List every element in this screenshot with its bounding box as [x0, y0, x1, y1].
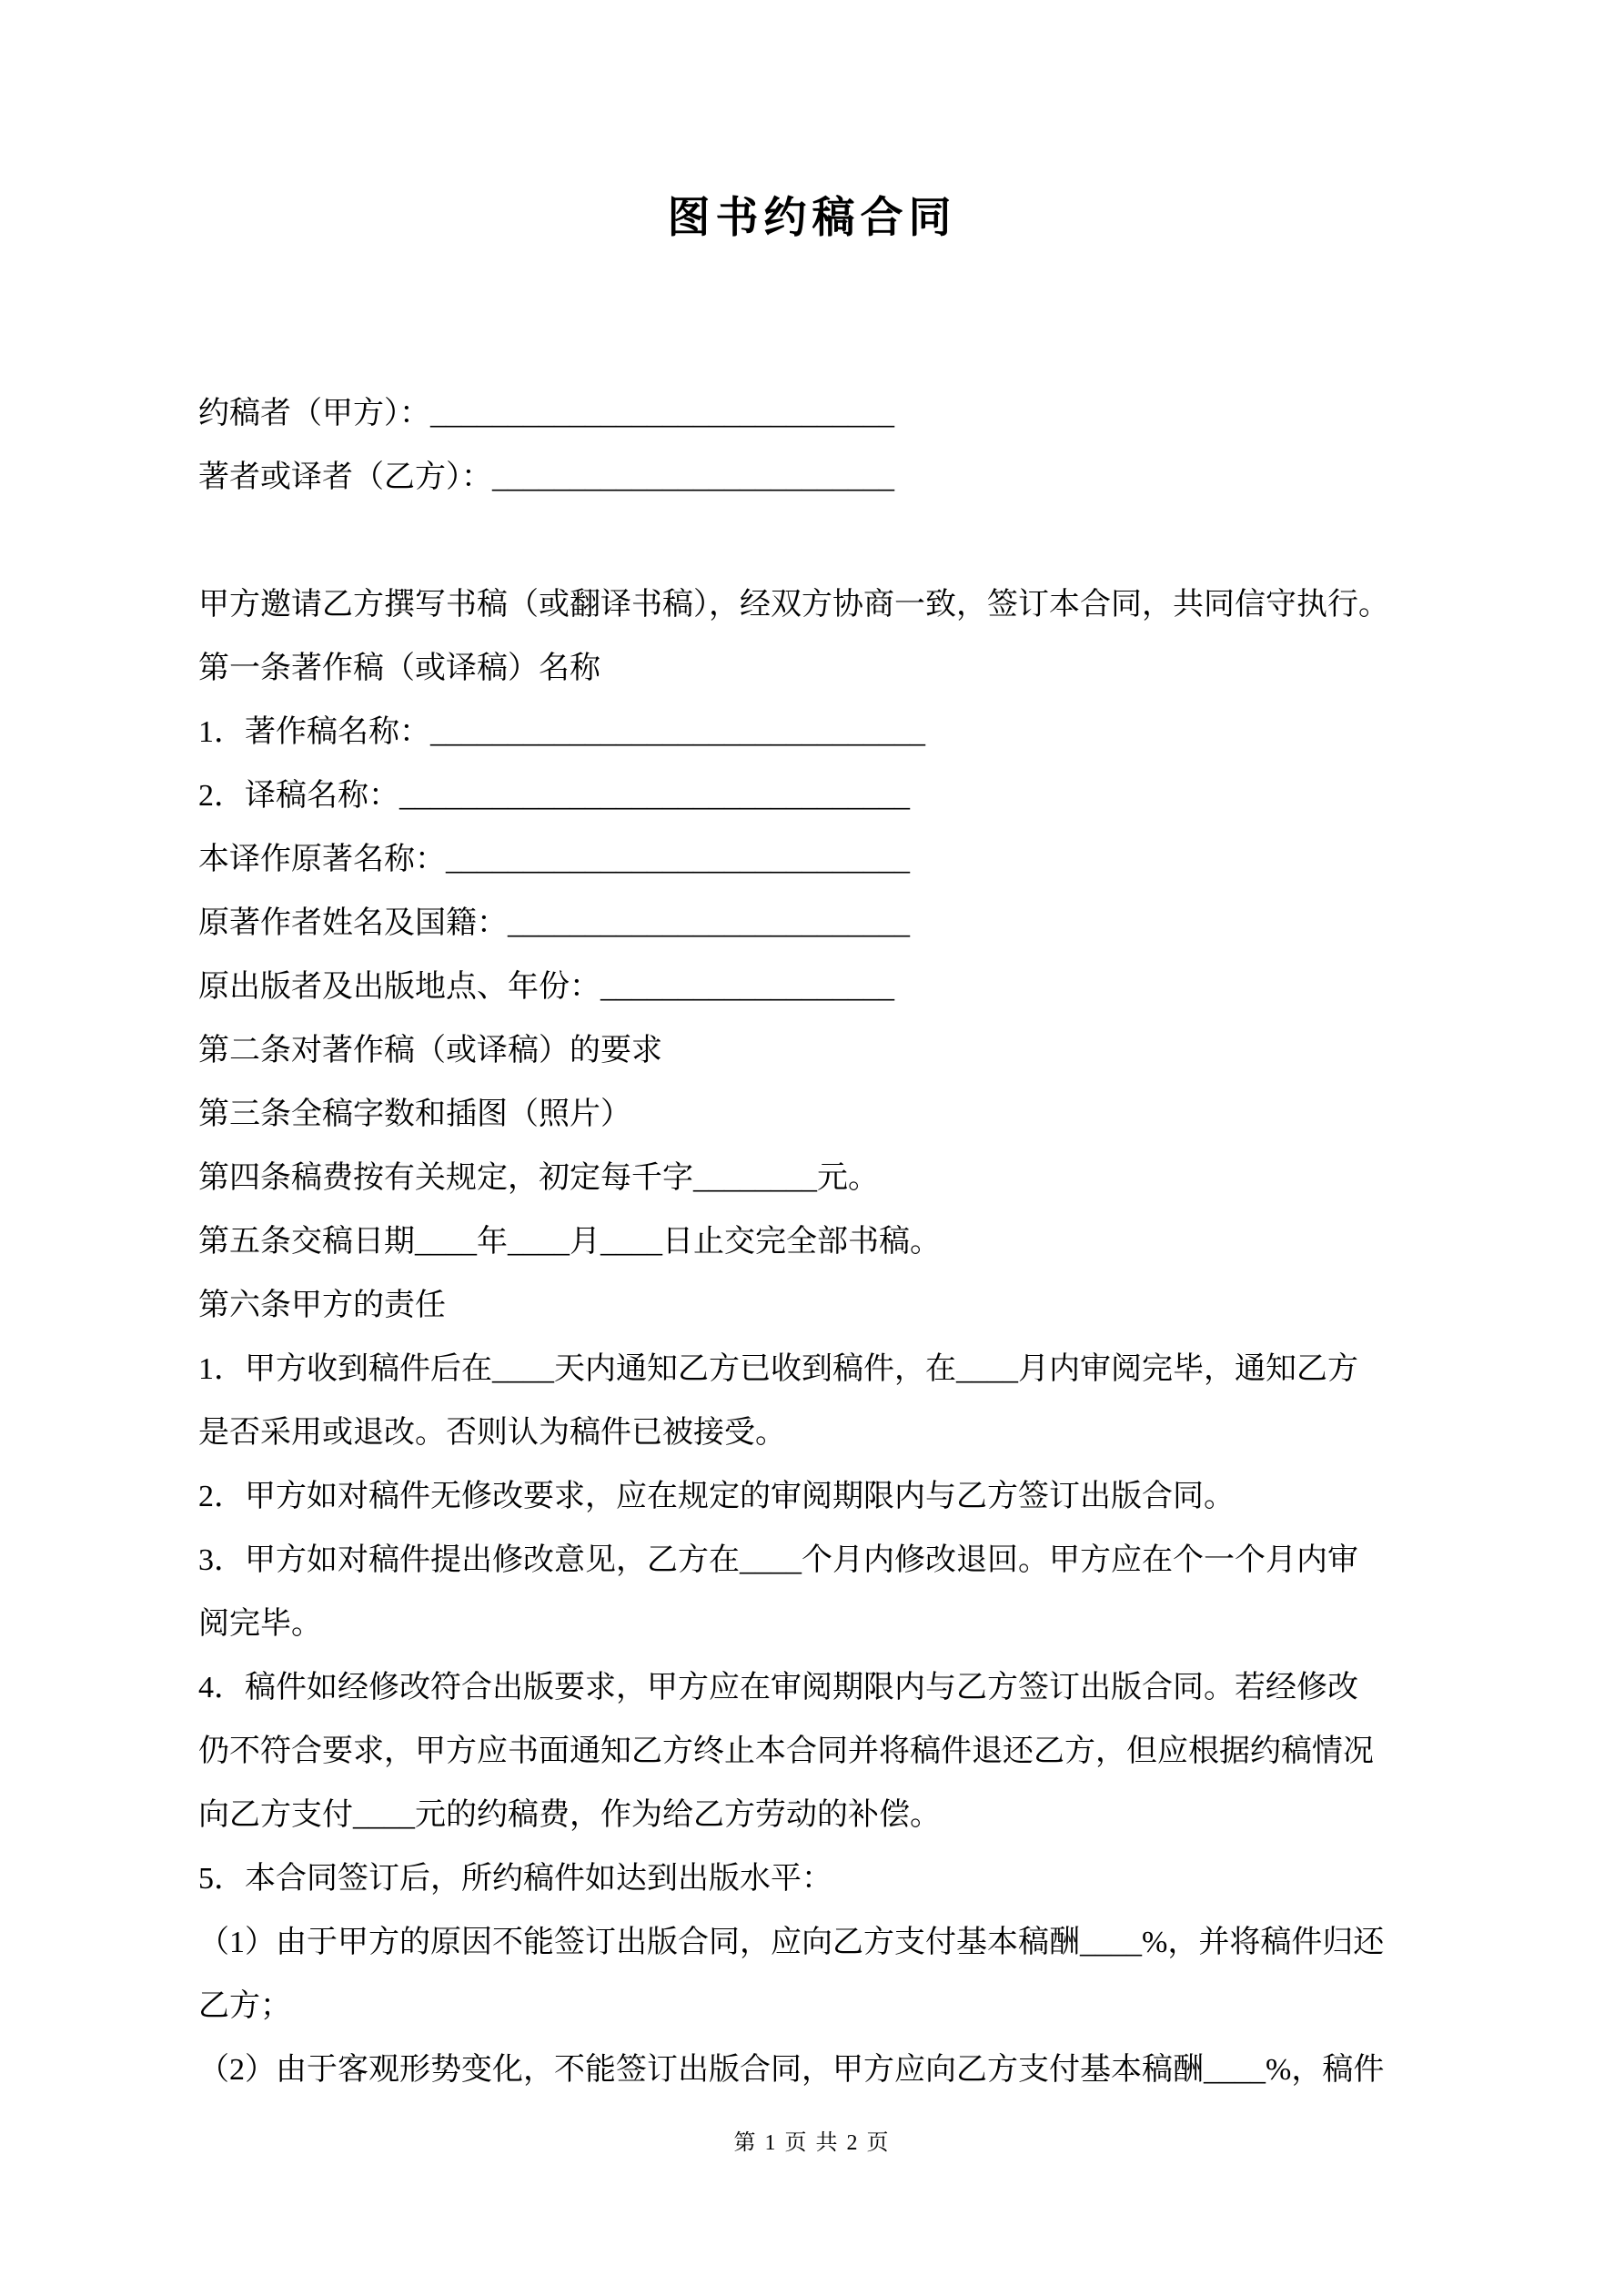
- contract-line: 向乙方支付____元的约稿费，作为给乙方劳动的补偿。: [198, 1798, 941, 1832]
- contract-line: 甲方邀请乙方撰写书稿（或翻译书稿），经双方协商一致，签订本合同，共同信守执行。: [198, 588, 1389, 622]
- contract-line: 著者或译者（乙方）：__________________________: [198, 460, 894, 494]
- contract-line: （1）由于甲方的原因不能签订出版合同，应向乙方支付基本稿酬____%，并将稿件归还: [198, 1926, 1385, 1959]
- contract-line: 5．本合同签订后，所约稿件如达到出版水平：: [198, 1862, 832, 1896]
- document-title: 图书约稿合同: [667, 195, 957, 242]
- contract-line: 第三条全稿字数和插图（照片）: [198, 1097, 631, 1131]
- contract-line: 第四条稿费按有关规定，初定每千字________元。: [198, 1161, 879, 1195]
- page-footer: 第 1 页 共 2 页: [733, 2131, 891, 2155]
- contract-line: 约稿者（甲方）：______________________________: [198, 397, 894, 430]
- contract-line: 第五条交稿日期____年____月____日止交完全部书稿。: [198, 1225, 941, 1259]
- contract-line: 2．甲方如对稿件无修改要求，应在规定的审阅期限内与乙方签订出版合同。: [198, 1480, 1235, 1513]
- contract-line: 原出版者及出版地点、年份：___________________: [198, 970, 894, 1004]
- contract-line: 阅完毕。: [198, 1607, 322, 1641]
- contract-line: 1．甲方收到稿件后在____天内通知乙方已收到稿件，在____月内审阅完毕，通知乙方: [198, 1352, 1358, 1386]
- contract-line: 1．著作稿名称：________________________________: [198, 715, 925, 749]
- contract-line: 3．甲方如对稿件提出修改意见，乙方在____个月内修改退回。甲方应在个一个月内审: [198, 1543, 1358, 1577]
- blank-line: [198, 510, 1527, 573]
- contract-line: 乙方；: [198, 1989, 291, 2023]
- contract-line: 第一条著作稿（或译稿）名称: [198, 652, 600, 685]
- contract-line: （2）由于客观形势变化，不能签订出版合同，甲方应向乙方支付基本稿酬____%，稿件: [198, 2053, 1385, 2087]
- contract-line: 仍不符合要求，甲方应书面通知乙方终止本合同并将稿件退还乙方，但应根据约稿情况: [198, 1735, 1374, 1768]
- contract-line: 第二条对著作稿（或译稿）的要求: [198, 1034, 662, 1067]
- contract-line: 本译作原著名称：______________________________: [198, 843, 910, 876]
- contract-line: 第六条甲方的责任: [198, 1289, 446, 1322]
- contract-body: [198, 382, 1527, 2102]
- contract-line: 是否采用或退改。否则认为稿件已被接受。: [198, 1416, 786, 1450]
- contract-line: 原著作者姓名及国籍：__________________________: [198, 906, 910, 940]
- contract-line: 2．译稿名称：_________________________________: [198, 779, 910, 813]
- contract-line: 4．稿件如经修改符合出版要求，甲方应在审阅期限内与乙方签订出版合同。若经修改: [198, 1671, 1358, 1704]
